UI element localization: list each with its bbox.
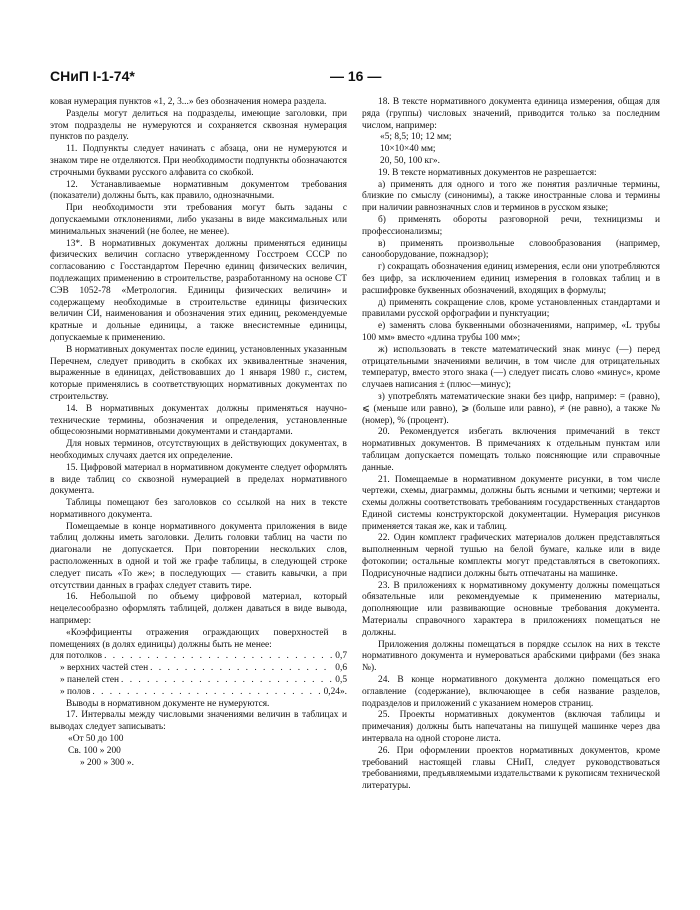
paragraph: 15. Цифровой материал в нормативном документе следует оформлять в виде таблиц со сквозной нумерацией в пределах нормативного документа.: [50, 462, 347, 497]
row-label: для потолков: [50, 651, 103, 662]
paragraph: 17. Интервалы между числовыми значениями величин в таблицах и выводах следует записывать:: [50, 710, 347, 733]
example-line: 10×10×40 мм;: [380, 144, 436, 155]
paragraph: 19. В тексте нормативных документов не разрешается:: [378, 167, 597, 178]
paragraph: 23. В приложениях к нормативному документу должны помещаться обязательные или рекомендуемые к применению материалы, дополняющие или развивающие основные требования документа. Материалы справочного характера в приложениях помещаться не должны.: [362, 580, 660, 638]
row-value: 0,5: [335, 675, 347, 686]
paragraph: 11. Подпункты следует начинать с абзаца, они не нумеруются и знаком тире не отделяются. При необходимости подпункты обозначаются строчными буквами русского алфавита со скобкой.: [50, 144, 347, 178]
paragraph: ковая нумерация пунктов «1, 2, 3...» без обозначения номера раздела.: [50, 97, 327, 107]
paragraph: Приложения должны помещаться в порядке ссылок на них в тексте нормативного документа и нумероваться арабскими цифрами (без знака №).: [362, 639, 660, 674]
list-item: а) применять для одного и того же понятия различные термины, близкие по смыслу (синонимы), а также иностранные слова и термины при наличии равнозначных слов и терминов в русском языке;: [362, 179, 660, 214]
paragraph: 16. Небольшой по объему цифровой материал, который нецелесообразно оформлять таблицей, должен даваться в виде вывода, например:: [50, 592, 347, 627]
paragraph: Помещаемые в конце нормативного документа приложения в виде таблиц должны иметь заголовки. Делить головки таблиц на части по диагонали не допускается. При повторении нескольких слов, расположенных в одной и той же графе таблицы, в следующей строке следует писать «То же»; в последующих — ставить кавычки, а при отсутствии данных в графах следует ставить тире.: [50, 521, 347, 591]
paragraph: Таблицы помещают без заголовков со ссылкой на них в тексте нормативного документа.: [50, 498, 347, 520]
paragraph: При необходимости эти требования могут быть заданы с допускаемыми отклонениями, либо указаны в виде максимальных или минимальных значений (не более, не менее).: [50, 203, 347, 237]
example-line: 20, 50, 100 кг».: [380, 155, 440, 166]
list-item: в) применять произвольные словообразования (например, санооборудование, пожнадзор);: [362, 238, 660, 261]
value-row: [50, 675, 347, 687]
paragraph: 18. В тексте нормативного документа единица измерения, общая для ряда (группы) числовых значений, приводится только за последним числом, например:: [362, 97, 660, 131]
paragraph: 21. Помещаемые в нормативном документе рисунки, в том числе чертежи, схемы, диаграммы, должны быть ясными и четкими; чертежи и схемы должны соответствовать требованиям государственных стандартов Единой системы конструкторской документации. Нумерация рисунков применяется такая же, как и таблиц.: [362, 474, 660, 532]
paragraph: 22. Один комплект графических материалов должен представляться выполненным черной тушью на белой бумаге, кальке или в виде фотокопии; остальные комплекты могут представляться в светокопиях. Подрисуночные надписи должны быть отпечатаны на машинке.: [362, 533, 660, 579]
paragraph: Разделы могут делиться на подразделы, имеющие заголовки, при этом подразделы не нумеруются и сохраняется сквозная нумерация пунктов по разделу.: [50, 108, 347, 143]
paragraph: В нормативных документах после единиц, установленных указанным Перечнем, следует приводить в скобках их эквивалентные значения, выраженные в единицах, действовавших до 1 января 1980 г., систем, которые применялись в соответствующих нормативных документах по строительству.: [50, 344, 347, 402]
paragraph: 26. При оформлении проектов нормативных документов, кроме требований настоящей главы СНиП, следует руководствоваться требованиями, предъявляемыми издательствами к рукописям технической литературы.: [362, 745, 660, 792]
document-code: СНиП І-1-74*: [50, 68, 135, 84]
right-column: [362, 97, 660, 793]
paragraph: 25. Проекты нормативных документов (включая таблицы и примечания) должны быть напечатаны на пишущей машинке через два интервала на одной стороне листа.: [362, 710, 660, 745]
row-value: 0,7: [335, 651, 347, 662]
page-number: — 16 —: [330, 68, 382, 84]
value-row: [50, 663, 347, 675]
row-value: 0,6: [335, 663, 347, 674]
paragraph: 14. В нормативных документах должны применяться научно-технические термины, обозначения и определения, установленные общесоюзными нормативными документами и стандартами.: [50, 403, 347, 438]
paragraph: Выводы в нормативном документе не нумеруются.: [66, 698, 270, 709]
list-item: г) сокращать обозначения единиц измерения, если они употребляются без цифр, за исключением единиц измерения в головках таблиц и в расшифровке буквенных обозначений, входящих в формулы;: [362, 262, 660, 296]
list-item: з) употреблять математические знаки без цифр, например: = (равно), ⩽ (меньше или равно), ⩾ (больше или равно), ≠ (не равно), а также № (номер), % (процент).: [362, 391, 660, 426]
paragraph: 24. В конце нормативного документа должно помещаться его оглавление (содержание), включающее в себя название разделов, подразделов и приложений с указанием номеров страниц.: [362, 675, 660, 709]
example-line: » 200 » 300 ».: [80, 757, 134, 768]
paragraph: 12. Устанавливаемые нормативным документом требования (показатели) должны быть, как правило, однозначными.: [50, 179, 347, 202]
left-column: [50, 97, 347, 769]
paragraph: 13*. В нормативных документах должны применяться единицы физических величин согласно утвержденному Госстроем СССР по согласованию с Госстандартом Перечню единиц физических величин, подлежащих применению в строительстве, разработанному на основе СТ СЭВ 1052-78 «Метрология. Единицы физических величин» и содержащему необходимые в строительстве единицы физических величин СИ, наименования и обозначения этих единиц, рекомендуемые кратные и дольные единицы, а также внесистемные единицы, допускаемые к применению.: [50, 238, 347, 343]
row-value: 0,24».: [323, 686, 347, 697]
list-item: ж) использовать в тексте математический знак минус (—) перед отрицательными значениями величин, в том числе для отрицательных температур, вместо этого знака (—) следует писать слово «минус», кроме случаев написания ± (плюс—минус);: [362, 344, 660, 391]
paragraph: Для новых терминов, отсутствующих в действующих документах, в необходимых случаях дается их определение.: [50, 439, 347, 461]
value-row: [50, 687, 347, 699]
value-row: [50, 651, 347, 663]
list-item: б) применять обороты разговорной речи, техницизмы и профессионализмы;: [362, 214, 660, 237]
row-label: » полов: [60, 686, 91, 697]
row-label: » панелей стен: [60, 675, 120, 686]
paragraph: 20. Рекомендуется избегать включения примечаний в текст нормативных документов. В примечаниях к отдельным пунктам или таблицам допускается помещать только поясняющие или справочные данные.: [362, 427, 660, 473]
list-item: д) применять сокращение слов, кроме установленных стандартами и правилами русской орфографии и пунктуации;: [362, 297, 660, 320]
example-line: Св. 100 » 200: [68, 745, 121, 756]
row-label: » верхних частей стен: [60, 663, 149, 674]
example-line: «От 50 до 100: [68, 734, 124, 745]
list-item: е) заменять слова буквенными обозначениями, например, «L трубы 100 мм» вместо «длина трубы 100 мм»;: [362, 321, 660, 343]
paragraph: «Коэффициенты отражения ограждающих поверхностей в помещениях (в долях единицы) должны быть не менее:: [50, 627, 347, 650]
example-line: «5; 8,5; 10; 12 мм;: [380, 132, 452, 143]
